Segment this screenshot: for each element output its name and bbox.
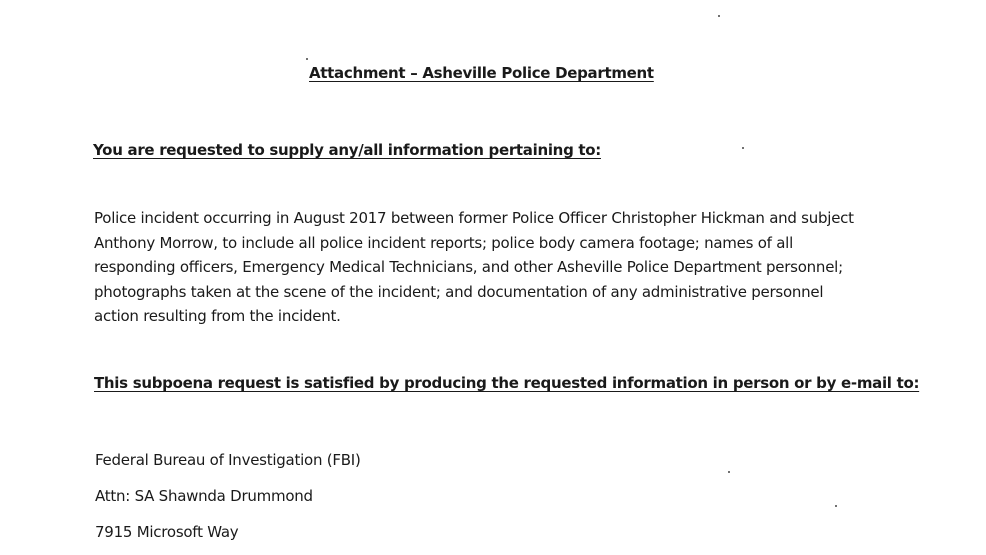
address-line-attention: Attn: SA Shawnda Drummond: [95, 487, 313, 505]
scan-speck: [728, 471, 730, 473]
request-heading: You are requested to supply any/all information pertaining to:: [93, 141, 601, 159]
scan-speck: [306, 58, 308, 60]
body-line: Police incident occurring in August 2017 between former Police Officer Christopher Hickman and subject: [94, 209, 854, 227]
body-line: Anthony Morrow, to include all police incident reports; police body camera footage; names of all: [94, 233, 793, 252]
body-line: action resulting from the incident.: [94, 307, 341, 325]
scan-speck: [835, 505, 837, 507]
address-line-street: 7915 Microsoft Way: [95, 523, 239, 541]
scan-speck: [742, 147, 744, 149]
address-line-organization: Federal Bureau of Investigation (FBI): [95, 451, 361, 469]
satisfied-heading: This subpoena request is satisfied by producing the requested information in person or by e-mail to:: [94, 374, 920, 392]
document-title: Attachment – Asheville Police Department: [309, 64, 654, 82]
request-body: [94, 206, 854, 329]
body-line: responding officers, Emergency Medical Technicians, and other Asheville Police Department personnel;: [94, 258, 843, 276]
body-line: photographs taken at the scene of the incident; and documentation of any administrative personnel: [94, 282, 824, 301]
scan-speck: [718, 15, 720, 17]
